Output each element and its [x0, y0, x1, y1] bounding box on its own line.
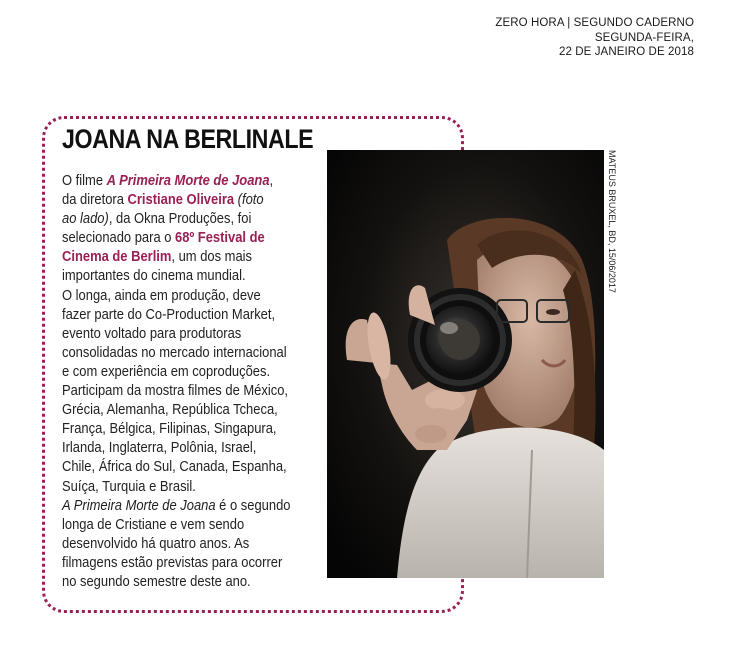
body-text: ,: [269, 173, 274, 189]
body-line: Participam da mostra filmes de México,: [62, 383, 289, 400]
masthead-date: 22 DE JANEIRO DE 2018: [558, 46, 694, 58]
article-body: [62, 172, 342, 592]
body-line: [62, 210, 314, 229]
film-title: A Primeira Morte de Joana: [106, 173, 270, 189]
body-line: [62, 172, 314, 191]
body-text: selecionado para o: [62, 230, 176, 247]
body-line: [62, 191, 314, 210]
photo-credit-text: MATEUS BRUXEL, BD, 15/06/2017: [607, 150, 617, 293]
director-name: Cristiane Oliveira: [127, 192, 235, 209]
body-line: desenvolvido há quatro anos. As: [62, 535, 250, 552]
festival-name: Cinema de Berlim: [62, 249, 172, 266]
photo-illustration: [327, 150, 604, 578]
body-text: O filme: [62, 173, 107, 189]
masthead-weekday: SEGUNDA-FEIRA,: [594, 31, 694, 44]
body-line: importantes do cinema mundial.: [62, 268, 246, 285]
body-line: e com experiência em coproduções.: [62, 363, 271, 380]
body-line: no segundo semestre deste ano.: [62, 573, 251, 590]
body-line: Grécia, Alemanha, República Tcheca,: [62, 402, 278, 419]
body-line: [62, 229, 314, 248]
body-line: longa de Cristiane e vem sendo: [62, 516, 245, 533]
body-line: filmagens estão previstas para ocorrer: [62, 554, 283, 571]
body-line: Irlanda, Inglaterra, Polônia, Israel,: [62, 440, 257, 457]
body-line: França, Bélgica, Filipinas, Singapura,: [62, 421, 277, 438]
body-line: fazer parte do Co-Production Market,: [62, 306, 276, 323]
masthead: [495, 16, 694, 60]
body-line: [62, 497, 314, 516]
article-headline: JOANA NA BERLINALE: [62, 124, 314, 154]
festival-name: 68º Festival de: [175, 230, 265, 247]
body-line: O longa, ainda em produção, deve: [62, 287, 261, 304]
body-line: consolidadas no mercado internacional: [62, 344, 287, 361]
director-photo: [327, 150, 604, 578]
body-text: ao lado): [62, 211, 109, 228]
paragraph-1: [62, 172, 342, 287]
body-text: (foto: [234, 192, 264, 209]
body-line: Suíça, Turquia e Brasil.: [62, 478, 196, 495]
body-line: Chile, África do Sul, Canada, Espanha,: [62, 459, 287, 476]
masthead-section: ZERO HORA | SEGUNDO CADERNO: [495, 17, 694, 29]
body-text: , da Okna Produções, foi: [108, 211, 252, 228]
body-text: é o segundo: [215, 497, 291, 514]
paragraph-2: [62, 287, 342, 497]
film-title: A Primeira Morte de Joana: [62, 497, 216, 514]
body-line: evento voltado para produtoras: [62, 325, 242, 342]
body-line: [62, 248, 314, 267]
body-text: , um dos mais: [171, 249, 253, 266]
photo-credit: [605, 150, 621, 293]
body-text: da diretora: [62, 192, 128, 209]
paragraph-3: [62, 497, 342, 592]
